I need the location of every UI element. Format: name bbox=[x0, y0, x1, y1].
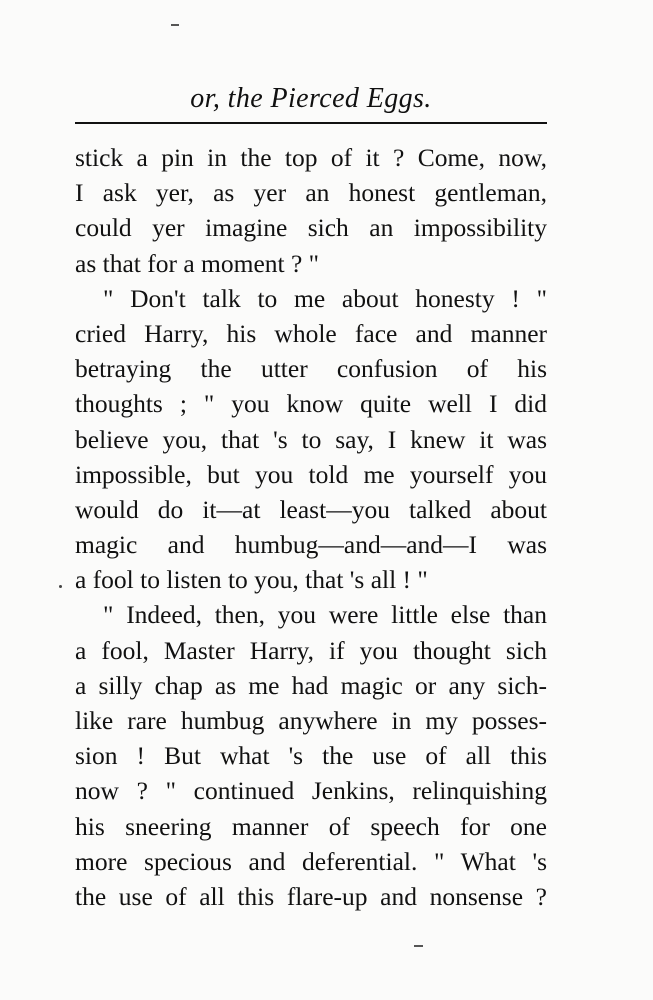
text-line: his sneering manner of speech for one bbox=[75, 811, 547, 841]
text-line: impossible, but you told me yourself you bbox=[75, 459, 547, 489]
ink-speck bbox=[59, 585, 62, 588]
text-line: stick a pin in the top of it ? Come, now, bbox=[75, 143, 547, 172]
text-line: cried Harry, his whole face and manner bbox=[75, 318, 547, 348]
text-line: betraying the utter confusion of his bbox=[75, 354, 547, 384]
text-line: a fool to listen to you, that 's all ! " bbox=[75, 565, 428, 595]
text-line: a fool, Master Harry, if you thought sich bbox=[75, 635, 547, 665]
text-line: the use of all this flare-up and nonsense ? bbox=[75, 881, 547, 911]
text-line: would do it—at least—you talked about bbox=[75, 494, 547, 524]
text-line: sion ! But what 's the use of all this bbox=[75, 741, 547, 771]
text-line: magic and humbug—and—and—I was bbox=[75, 530, 547, 560]
text-line: " Indeed, then, you were little else than bbox=[103, 600, 547, 630]
text-line: like rare humbug anywhere in my posses- bbox=[75, 706, 547, 735]
running-head: or, the Pierced Eggs. bbox=[190, 83, 432, 114]
text-line: as that for a moment ? " bbox=[75, 248, 320, 278]
text-line: more specious and deferential. " What 's bbox=[75, 846, 547, 876]
page-mark bbox=[414, 945, 423, 947]
text-line: believe you, that 's to say, I knew it was bbox=[75, 424, 547, 454]
page-mark bbox=[171, 24, 179, 26]
text-line: now ? " continued Jenkins, relinquishing bbox=[75, 776, 547, 806]
body-text bbox=[75, 140, 547, 914]
text-line: thoughts ; " you know quite well I did bbox=[75, 389, 547, 419]
header-rule bbox=[75, 122, 547, 124]
text-line: could yer imagine sich an impossibility bbox=[75, 213, 547, 243]
text-line: " Don't talk to me about honesty ! " bbox=[103, 283, 547, 313]
text-line: a silly chap as me had magic or any sich- bbox=[75, 670, 547, 700]
text-line: I ask yer, as yer an honest gentleman, bbox=[75, 178, 547, 208]
